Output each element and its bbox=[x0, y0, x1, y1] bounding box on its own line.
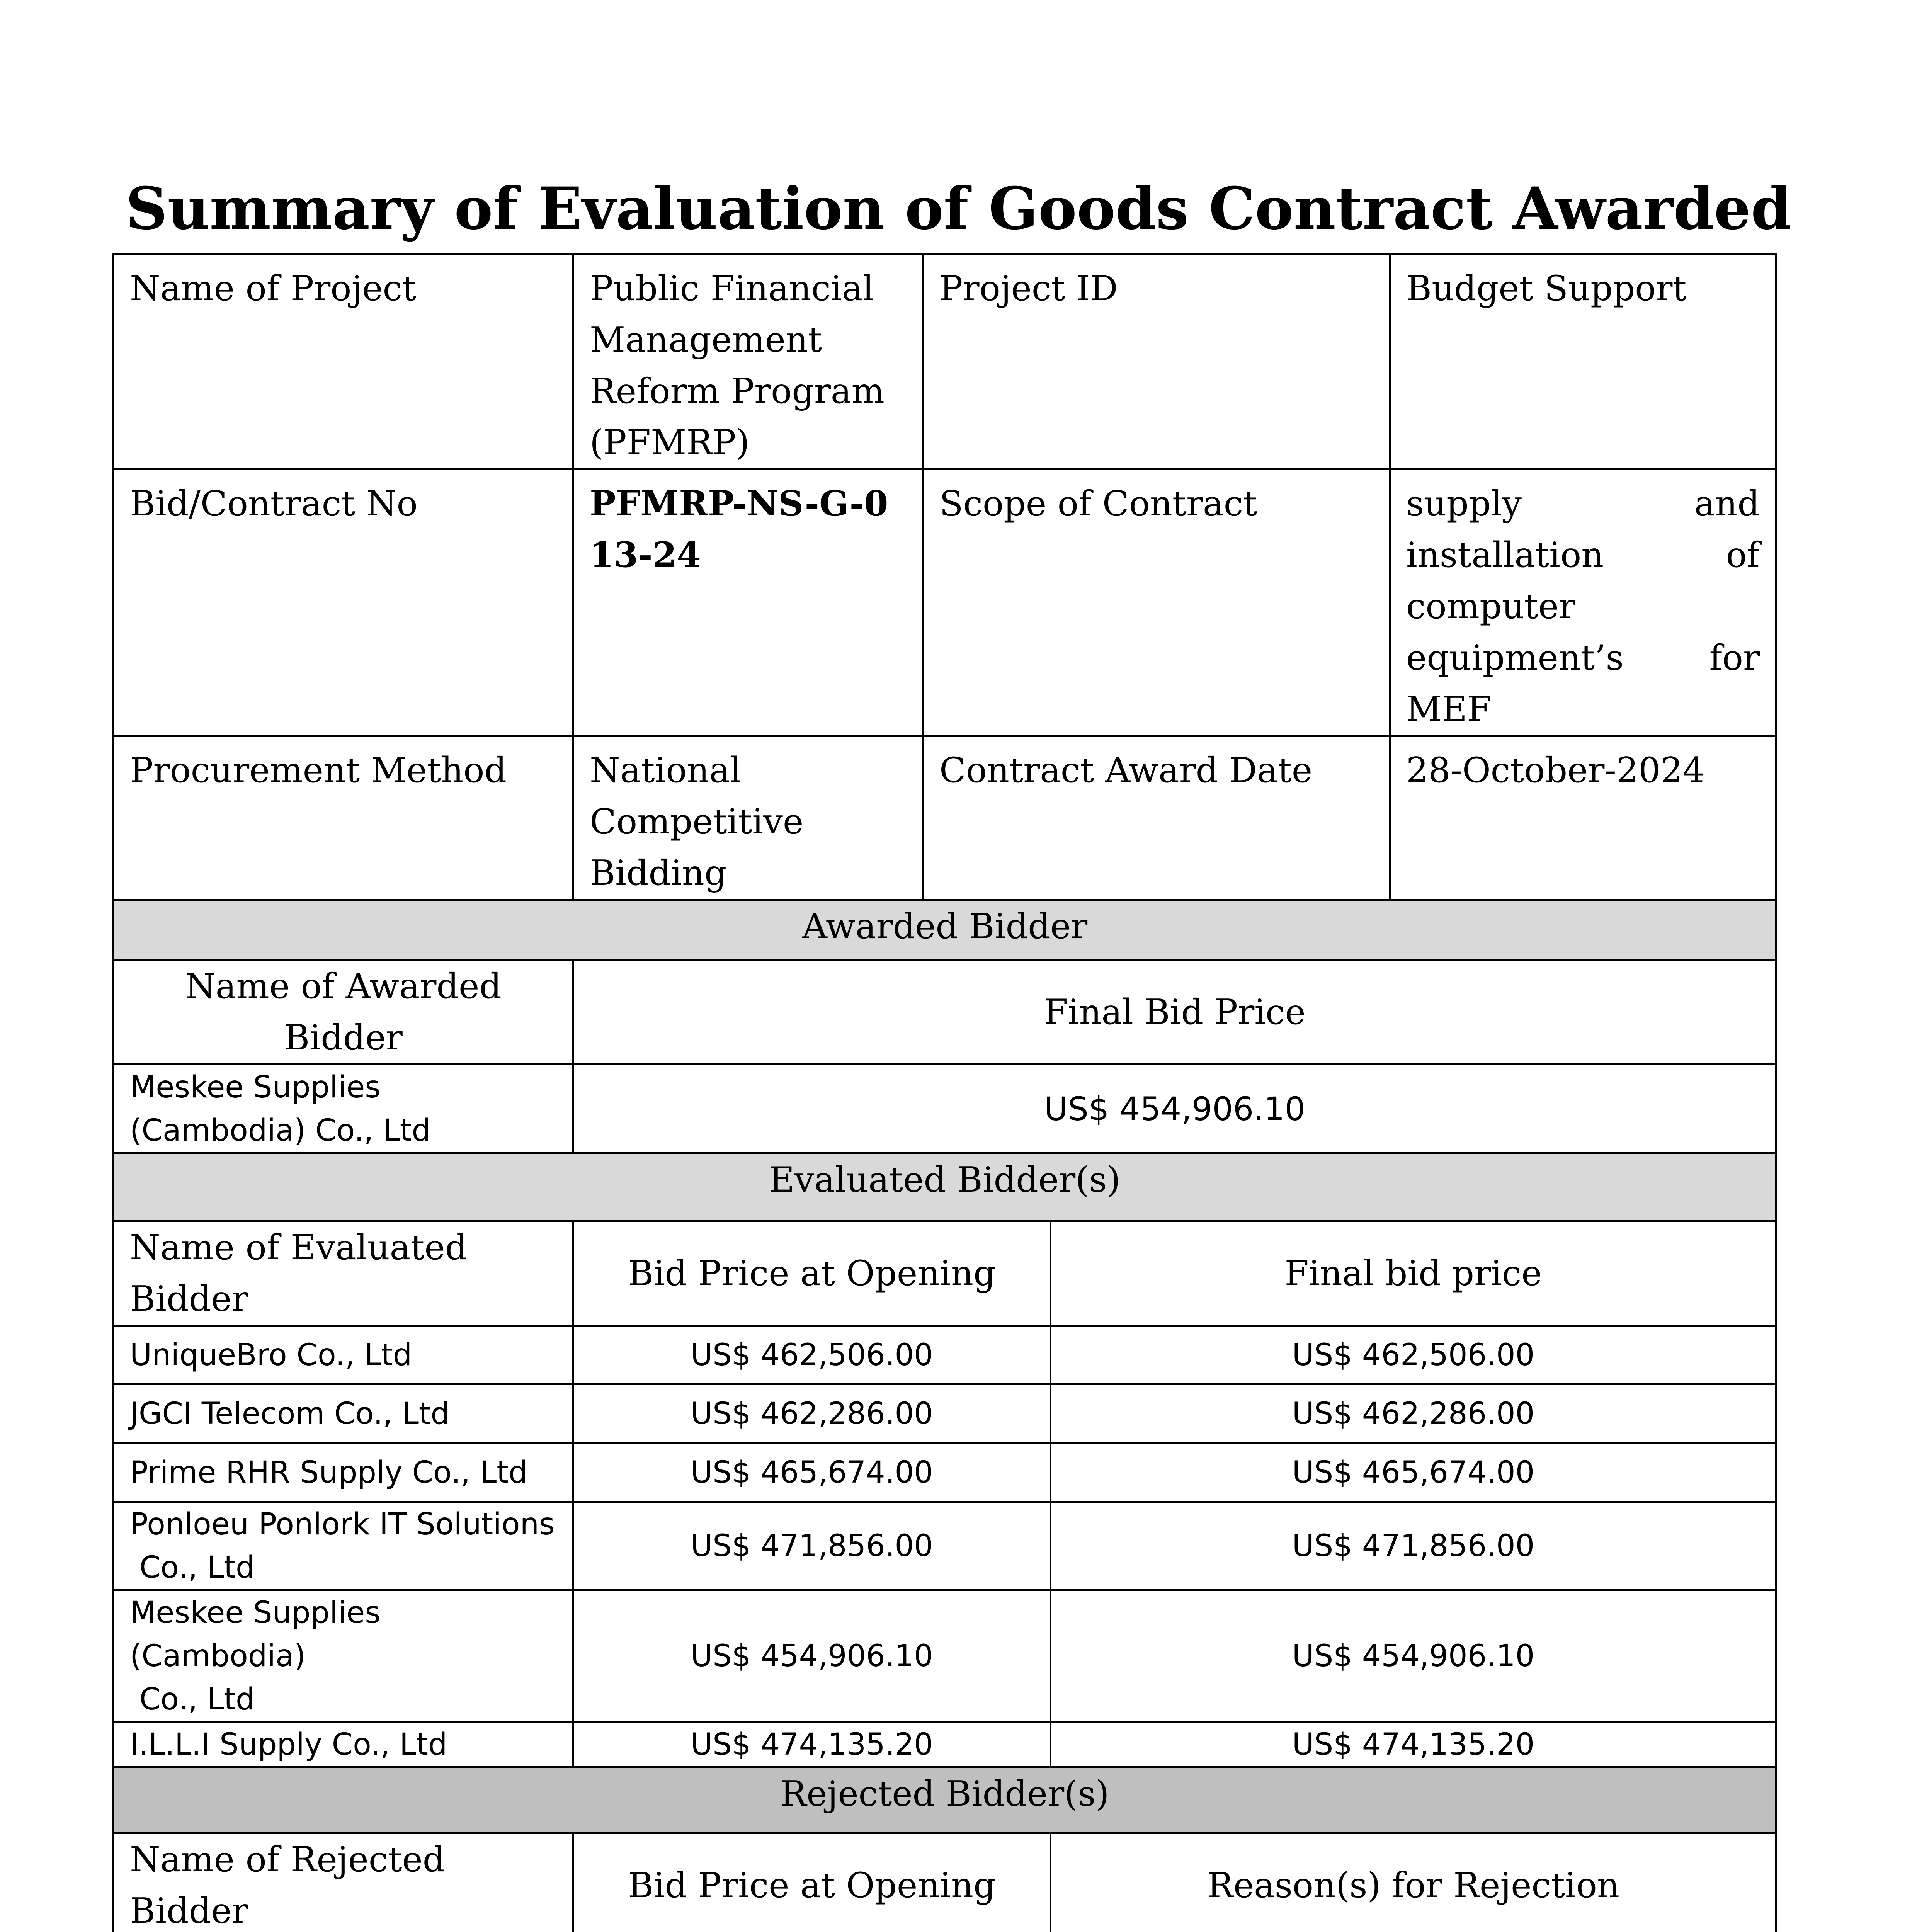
evaluated-bid-price-opening: US$ 474,135.20 bbox=[573, 1722, 1051, 1767]
table-row bbox=[114, 1443, 1776, 1502]
project-name-value: Public Financial Management Reform Program (PFMRP) bbox=[573, 254, 923, 469]
project-name-label: Name of Project bbox=[114, 254, 573, 469]
contract-award-date-label: Contract Award Date bbox=[923, 736, 1390, 900]
awarded-bidder-name-header: Name of Awarded Bidder bbox=[114, 960, 573, 1065]
rejected-bidder-name-header: Name of Rejected Bidder bbox=[114, 1833, 573, 1932]
awarded-final-price-header: Final Bid Price bbox=[573, 960, 1776, 1065]
evaluated-bid-price-opening: US$ 454,906.10 bbox=[573, 1590, 1051, 1722]
evaluation-summary-table bbox=[112, 253, 1777, 1932]
page-title: Summary of Evaluation of Goods Contract Awarded bbox=[126, 175, 1791, 243]
bid-contract-no-label: Bid/Contract No bbox=[114, 469, 573, 736]
awarded-bidder-section-header: Awarded Bidder bbox=[114, 900, 1776, 960]
project-id-value: Budget Support bbox=[1390, 254, 1776, 469]
evaluated-bidders-section-header: Evaluated Bidder(s) bbox=[114, 1153, 1776, 1221]
rejected-bidders-section-header: Rejected Bidder(s) bbox=[114, 1767, 1776, 1833]
evaluated-bidder-name: UniqueBro Co., Ltd bbox=[114, 1326, 573, 1384]
procurement-method-value: National Competitive Bidding bbox=[573, 736, 923, 900]
evaluated-final-price: US$ 462,506.00 bbox=[1051, 1326, 1776, 1384]
table-row bbox=[114, 1326, 1776, 1384]
procurement-method-label: Procurement Method bbox=[114, 736, 573, 900]
evaluated-final-price: US$ 454,906.10 bbox=[1051, 1590, 1776, 1722]
scope-of-contract-label: Scope of Contract bbox=[923, 469, 1390, 736]
evaluated-bid-price-opening-header: Bid Price at Opening bbox=[573, 1221, 1051, 1326]
evaluated-final-price: US$ 465,674.00 bbox=[1051, 1443, 1776, 1502]
evaluated-bidder-name: Meskee Supplies (Cambodia) Co., Ltd bbox=[114, 1590, 573, 1722]
rejected-bid-price-opening-header: Bid Price at Opening bbox=[573, 1833, 1051, 1932]
evaluated-bidder-name: I.L.L.I Supply Co., Ltd bbox=[114, 1722, 573, 1767]
evaluated-final-price-header: Final bid price bbox=[1051, 1221, 1776, 1326]
project-id-label: Project ID bbox=[923, 254, 1390, 469]
awarded-bidder-name: Meskee Supplies (Cambodia) Co., Ltd bbox=[114, 1065, 573, 1153]
evaluated-final-price: US$ 474,135.20 bbox=[1051, 1722, 1776, 1767]
evaluated-bidder-name-header: Name of Evaluated Bidder bbox=[114, 1221, 573, 1326]
table-row bbox=[114, 1502, 1776, 1590]
scope-of-contract-value: supply and installation of computer equipment’s for MEF bbox=[1390, 469, 1776, 736]
awarded-final-price: US$ 454,906.10 bbox=[573, 1065, 1776, 1153]
evaluated-bidder-name: Prime RHR Supply Co., Ltd bbox=[114, 1443, 573, 1502]
evaluated-bidder-name: Ponloeu Ponlork IT Solutions Co., Ltd bbox=[114, 1502, 573, 1590]
table-row bbox=[114, 1722, 1776, 1767]
contract-award-date-value: 28-October-2024 bbox=[1390, 736, 1776, 900]
bid-contract-no-value: PFMRP-NS-G-013-24 bbox=[573, 469, 923, 736]
rejection-reason-header: Reason(s) for Rejection bbox=[1051, 1833, 1776, 1932]
table-row bbox=[114, 1384, 1776, 1443]
evaluated-final-price: US$ 462,286.00 bbox=[1051, 1384, 1776, 1443]
evaluated-bid-price-opening: US$ 462,286.00 bbox=[573, 1384, 1051, 1443]
evaluated-bid-price-opening: US$ 471,856.00 bbox=[573, 1502, 1051, 1590]
evaluated-final-price: US$ 471,856.00 bbox=[1051, 1502, 1776, 1590]
evaluated-bid-price-opening: US$ 465,674.00 bbox=[573, 1443, 1051, 1502]
evaluated-bidder-name: JGCI Telecom Co., Ltd bbox=[114, 1384, 573, 1443]
evaluated-bid-price-opening: US$ 462,506.00 bbox=[573, 1326, 1051, 1384]
table-row bbox=[114, 1590, 1776, 1722]
